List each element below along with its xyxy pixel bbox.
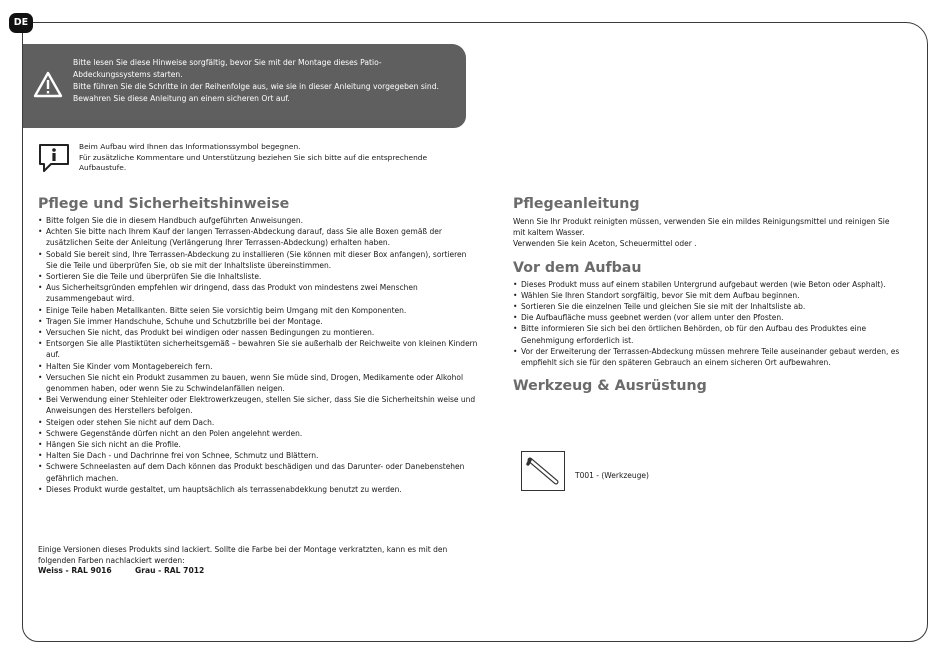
info-text bbox=[79, 142, 439, 174]
maintenance-line: Wenn Sie Ihr Produkt reinigten müssen, verwenden Sie ein mildes Reinigungsmittel und reinigen Sie mit kaltem Wasser. bbox=[513, 217, 890, 238]
before-assembly-title: Vor dem Aufbau bbox=[513, 259, 642, 276]
list-item: • Dieses Produkt muss auf einem stabilen Untergrund aufgebaut werden (wie Beton oder Asphalt). bbox=[513, 279, 903, 290]
list-item: • Schwere Gegenstände dürfen nicht an den Polen angelehnt werden. bbox=[38, 428, 478, 439]
list-item: • Einige Teile haben Metallkanten. Bitte seien Sie vorsichtig beim Umgang mit den Komponenten. bbox=[38, 305, 478, 316]
maintenance-title: Pflegeanleitung bbox=[513, 196, 640, 212]
list-item: • Halten Sie Kinder vom Montagebereich fern. bbox=[38, 361, 478, 372]
list-item: • Bei Verwendung einer Stehleiter oder Elektrowerkzeugen, stellen Sie sicher, dass Sie die Sicherheitshin weise und Anweisungen des Herstellers befolgen. bbox=[38, 394, 478, 416]
info-line: Für zusätzliche Kommentare und Unterstützung beziehen Sie sich bitte auf die entsprechende Aufbaustufe. bbox=[79, 152, 427, 172]
list-item: • Steigen oder stehen Sie nicht auf dem Dach. bbox=[38, 417, 478, 428]
info-line: Beim Aufbau wird Ihnen das Informationssymbol begegnen. bbox=[79, 142, 301, 151]
list-item: • Achten Sie bitte nach Ihrem Kauf der langen Terrassen-Abdeckung darauf, dass Sie alle Boxen gemäß der zusätzlichen Seite der Anleitung (Verlängerung Ihrer Terrassen-Abdeckung) erhalten haben. bbox=[38, 226, 478, 248]
tool-label: T001 - (Werkzeuge) bbox=[575, 471, 649, 480]
tools-title: Werkzeug & Ausrüstung bbox=[513, 378, 707, 395]
list-item: • Dieses Produkt wurde gestaltet, um hauptsächlich als terrassenabdekkung benutzt zu werden. bbox=[38, 484, 478, 495]
list-item: • Versuchen Sie nicht ein Produkt zusammen zu bauen, wenn Sie müde sind, Drogen, Medikamente oder Alkohol genommen haben, oder wenn Sie zu Schwindelanfällen neigen. bbox=[38, 372, 478, 394]
list-item: • Vor der Erweiterung der Terrassen-Abdeckung müssen mehrere Teile auseinander gebaut werden, es empfiehlt sich sie für den späteren Gebrauch an einem sicheren Ort aufbewahren. bbox=[513, 346, 903, 368]
list-item: • Sortieren Sie die Teile und überprüfen Sie die Inhaltsliste. bbox=[38, 271, 478, 282]
care-safety-list bbox=[38, 215, 478, 495]
list-item: • Wählen Sie Ihren Standort sorgfältig, bevor Sie mit dem Aufbau beginnen. bbox=[513, 290, 903, 301]
list-item: • Bitte informieren Sie sich bei den örtlichen Behörden, ob für den Aufbau des Produktes eine Genehmigung erforderlich ist. bbox=[513, 323, 903, 345]
color-codes bbox=[38, 566, 458, 577]
care-safety-title: Pflege und Sicherheitshinweise bbox=[38, 196, 290, 212]
hex-key-icon bbox=[522, 452, 564, 490]
list-item: • Sortieren Sie die einzelnen Teile und gleichen Sie sie mit der Inhaltsliste ab. bbox=[513, 301, 903, 312]
list-item: • Sobald Sie bereit sind, Ihre Terrassen-Abdeckung zu installieren (Sie können mit dieser Box anfangen), sortieren Sie die Teile und überprüfen Sie, ob sie mit der Inhaltsliste übereinstimmen. bbox=[38, 249, 478, 271]
list-item: • Tragen Sie immer Handschuhe, Schuhe und Schutzbrille bei der Montage. bbox=[38, 316, 478, 327]
list-item: • Versuchen Sie nicht, das Produkt bei windigen oder nassen Bedingungen zu montieren. bbox=[38, 327, 478, 338]
list-item: • Halten Sie Dach - und Dachrinne frei von Schnee, Schmutz und Blättern. bbox=[38, 450, 478, 461]
warning-paragraph: Bitte führen Sie die Schritte in der Reihenfolge aus, wie sie in dieser Anleitung vorgegeben sind. Bewahren Sie diese Anleitung an einem sicheren Ort auf. bbox=[73, 82, 439, 103]
list-item: • Die Aufbaufläche muss geebnet werden (vor allem unter den Pfosten. bbox=[513, 312, 903, 323]
care-safety-section bbox=[38, 196, 478, 495]
warning-paragraph: Bitte lesen Sie diese Hinweise sorgfältig, bevor Sie mit der Montage dieses Patio-Abdeckungssystems starten. bbox=[73, 58, 382, 79]
maintenance-line: Verwenden Sie kein Aceton, Scheuermittel oder . bbox=[513, 239, 697, 249]
list-item: • Aus Sicherheitsgründen empfehlen wir dringend, dass das Produkt von mindestens zwei Menschen zusammengebaut wird. bbox=[38, 282, 478, 304]
color-white: Weiss - RAL 9016 bbox=[38, 566, 112, 576]
warning-text bbox=[73, 57, 453, 105]
lacquer-note bbox=[38, 544, 458, 577]
list-item: • Hängen Sie sich nicht an die Profile. bbox=[38, 439, 478, 450]
warning-box bbox=[23, 44, 466, 128]
before-assembly-list bbox=[513, 279, 903, 369]
warning-triangle-icon bbox=[33, 70, 63, 100]
list-item: • Bitte folgen Sie die in diesem Handbuch aufgeführten Anweisungen. bbox=[38, 215, 478, 226]
language-badge: DE bbox=[9, 13, 33, 33]
info-icon bbox=[37, 142, 71, 174]
tool-image-box bbox=[521, 451, 565, 491]
right-column bbox=[513, 196, 903, 394]
lacquer-text: Einige Versionen dieses Produkts sind lackiert. Sollte die Farbe bei der Montage verkratzten, kann es mit den folgenden Farben nachlackiert werden: bbox=[38, 545, 448, 566]
color-grey: Grau - RAL 7012 bbox=[135, 566, 205, 576]
list-item: • Entsorgen Sie alle Plastiktüten sicherheitsgemäß – bewahren Sie sie außerhalb der Reichweite von kleinen Kindern auf. bbox=[38, 338, 478, 360]
list-item: • Schwere Schneelasten auf dem Dach können das Produkt beschädigen und das Darunter- oder Danebenstehen gefährlich machen. bbox=[38, 461, 478, 483]
